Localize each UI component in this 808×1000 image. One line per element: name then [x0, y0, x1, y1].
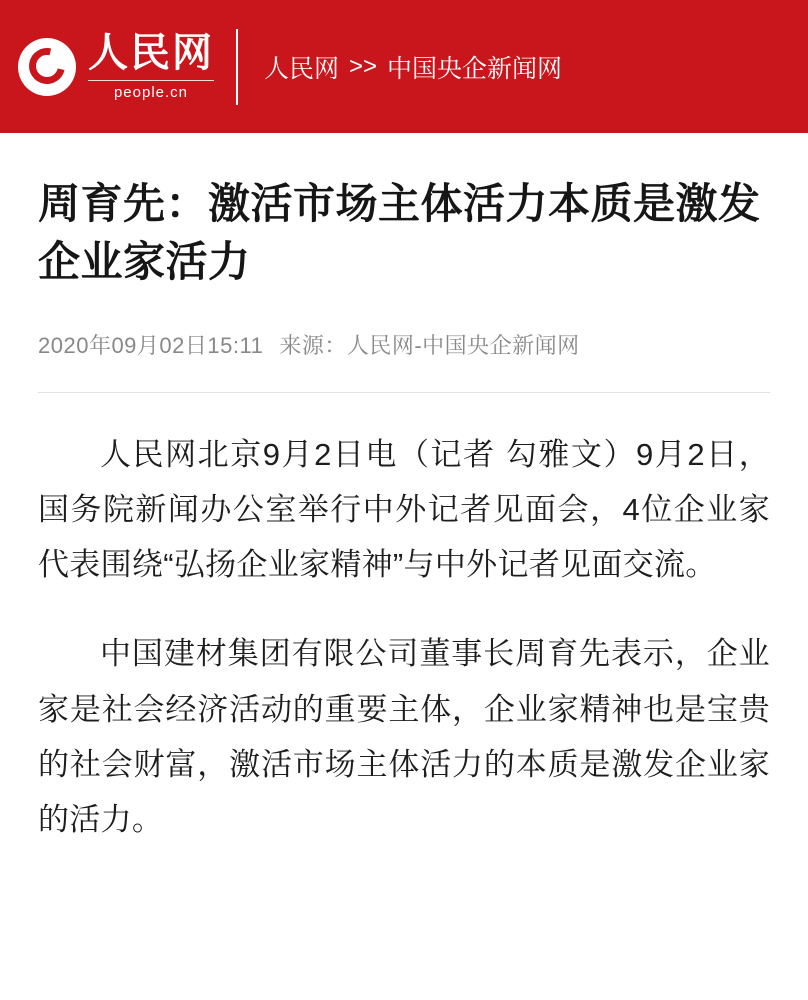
breadcrumb-item-channel[interactable]: 中国央企新闻网: [387, 54, 563, 83]
breadcrumb: [264, 49, 562, 85]
people-cn-logo-icon: [18, 38, 76, 96]
publish-datetime: 2020年09月02日15:11: [38, 332, 264, 358]
article-paragraph: 中国建材集团有限公司董事长周育先表示，企业家是社会经济活动的重要主体，企业家精神也是宝贵的社会财富，激活市场主体活力的本质是激发企业家的活力。: [38, 636, 770, 837]
logo-title-en: people.cn: [88, 80, 214, 100]
source-label: 来源：: [279, 332, 347, 358]
logo-text: [88, 33, 214, 100]
meta-divider: [38, 392, 770, 393]
source-name: 人民网-中国央企新闻网: [346, 332, 580, 358]
article-meta: [38, 329, 770, 360]
article-paragraph: 人民网北京9月2日电（记者 勾雅文）9月2日，国务院新闻办公室举行中外记者见面会，4位企业家代表围绕“弘扬企业家精神”与中外记者见面交流。: [38, 436, 770, 583]
page-title: 周育先：激活市场主体活力本质是激发企业家活力: [38, 180, 761, 285]
site-logo[interactable]: [18, 29, 238, 105]
article: [0, 175, 808, 847]
logo-title-cn: 人民网: [88, 31, 214, 75]
breadcrumb-item-site[interactable]: 人民网: [264, 54, 340, 83]
article-body: [38, 427, 770, 847]
site-header: [0, 0, 808, 133]
breadcrumb-separator-icon: >>: [349, 52, 378, 80]
